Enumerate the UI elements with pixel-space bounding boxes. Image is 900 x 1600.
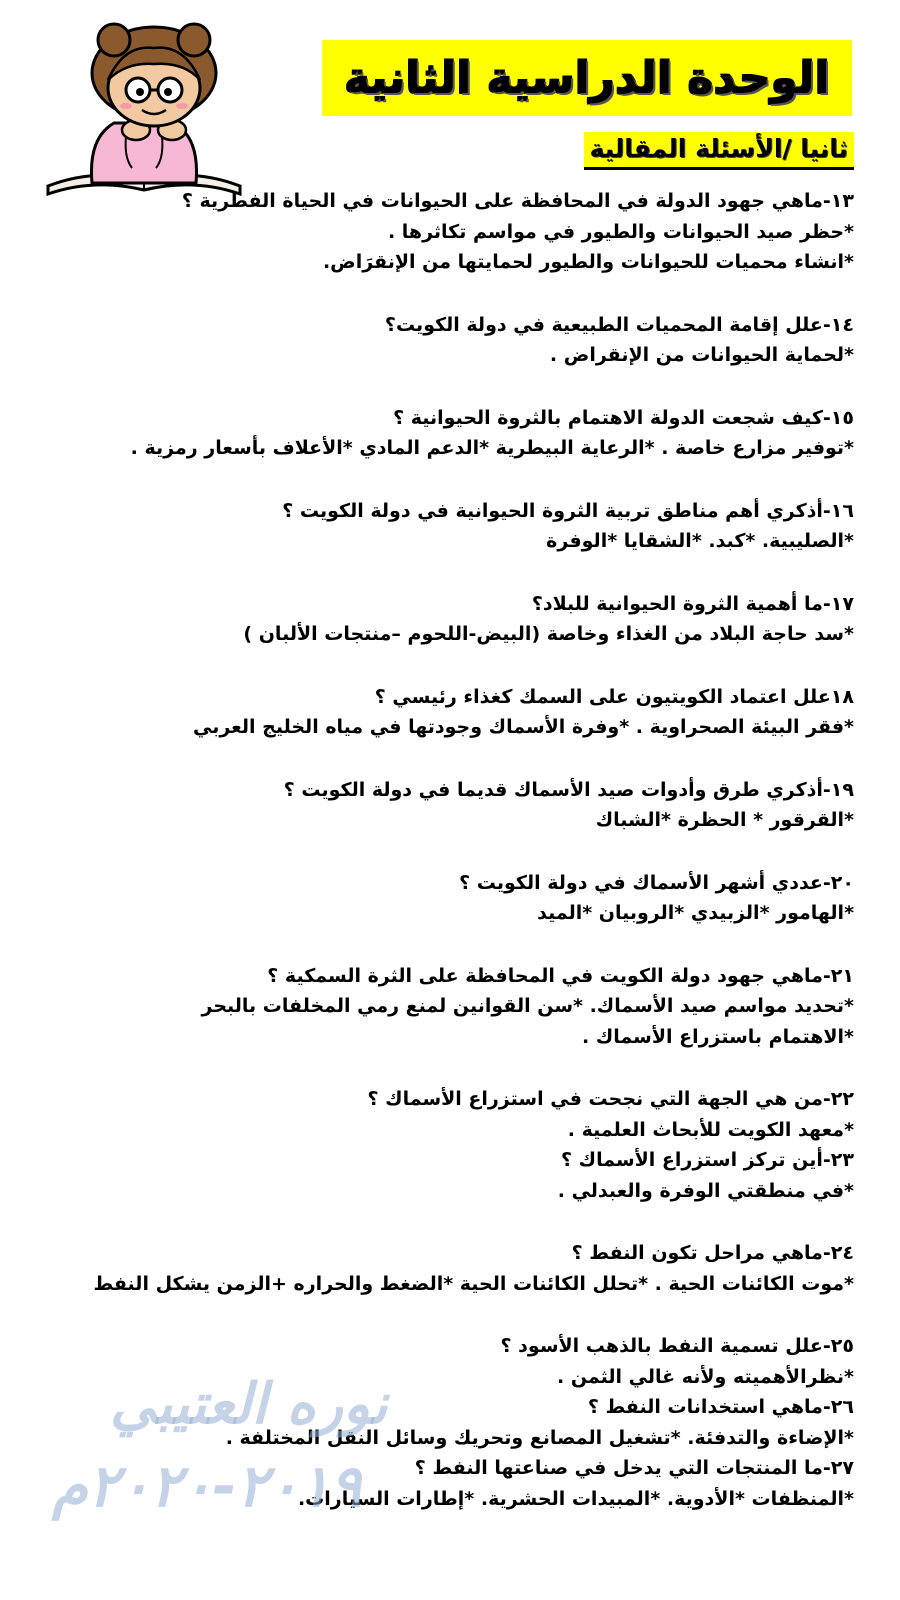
- answer-line: *توفير مزارع خاصة . *الرعاية البيطرية *الدعم المادي *الأعلاف بأسعار رمزية .: [130, 437, 854, 459]
- line-gap: [34, 929, 854, 961]
- answer-line: *في منطقتي الوفرة والعبدلي .: [557, 1179, 854, 1202]
- answer-line: *الاهتمام باستزراع الأسماك .: [582, 1025, 854, 1048]
- line-gap: [34, 836, 854, 868]
- line-gap: [34, 278, 854, 310]
- answer-line: *نظرالأهميته ولأنه غالي الثمن .: [556, 1365, 854, 1388]
- answer-line: *فقر البيئة الصحراوية . *وفرة الأسماك وجودتها في مياه الخليج العربي: [193, 716, 854, 738]
- answer-line: *سد حاجة البلاد من الغذاء وخاصة (البيض-اللحوم –منتجات الألبان ): [243, 623, 854, 645]
- page-title: الوحدة الدراسية الثانية: [344, 52, 830, 104]
- question-line: ١٨علل اعتماد الكويتيون على السمك كغذاء رئيسي ؟: [374, 685, 854, 708]
- answer-line: *الصليبية. *كبد. *الشقايا *الوفرة: [546, 530, 854, 552]
- answer-line: *موت الكائنات الحية . *تحلل الكائنات الحية *الضغط والحراره +الزمن يشكل النفط: [93, 1272, 854, 1295]
- line-gap: [34, 1299, 854, 1331]
- question-line: ١٣-ماهي جهود الدولة في المحافظة على الحيوانات في الحياة الفطرية ؟: [181, 190, 854, 212]
- watermark-author: نوره العتيبي: [110, 1372, 388, 1437]
- line-gap: [34, 1206, 854, 1238]
- line-gap: [34, 743, 854, 775]
- answer-line: *الهامور *الزبيدي *الروبيان *الميد: [537, 902, 854, 924]
- questions-list: [34, 186, 854, 1514]
- question-line: ٢٥-علل تسمية النفط بالذهب الأسود ؟: [500, 1335, 854, 1357]
- watermark-year: ٢٠١٩-٢٠٢٠م: [52, 1452, 362, 1520]
- line-gap: [34, 1052, 854, 1084]
- question-line: ٢٣-أين تركز استزراع الأسماك ؟: [561, 1149, 854, 1171]
- answer-line: *تحديد مواسم صيد الأسماك. *سن القوانين لمنع رمي المخلفات بالبحر: [201, 995, 854, 1017]
- answer-line: *القرقور * الحظرة *الشباك: [595, 809, 854, 831]
- girl-reading-icon: [44, 18, 244, 198]
- answer-line: *لحماية الحيوانات من الإنقراض .: [549, 344, 854, 366]
- question-line: ٢٢-من هي الجهة التي نجحت في استزراع الأسماك ؟: [367, 1088, 854, 1110]
- question-line: ٢٧-ما المنتجات التي يدخل في صناعتها النفط ؟: [414, 1457, 854, 1479]
- line-gap: [34, 464, 854, 496]
- answer-line: *الإضاءة والتدفئة. *تشغيل المصانع وتحريك وسائل النقل المختلفة .: [225, 1426, 854, 1449]
- line-gap: [34, 557, 854, 589]
- question-line: ٢٤-ماهي مراحل تكون النفط ؟: [571, 1242, 854, 1264]
- answer-line: *انشاء محميات للحيوانات والطيور لحمايتها من الإنقرَاض.: [322, 251, 854, 273]
- question-line: ١٧-ما أهمية الثروة الحيوانية للبلاد؟: [531, 592, 854, 615]
- answer-line: *معهد الكويت للأبحاث العلمية .: [567, 1118, 854, 1141]
- question-line: ١٩-أذكري طرق وأدوات صيد الأسماك قديما في دولة الكويت ؟: [283, 778, 854, 801]
- line-gap: [34, 650, 854, 682]
- question-line: ٢١-ماهي جهود دولة الكويت في المحافظة على الثرة السمكية ؟: [267, 964, 854, 987]
- section-subtitle: ثانيا /الأسئلة المقالية: [584, 132, 854, 170]
- answer-line: *حظر صيد الحيوانات والطيور في مواسم تكاثرها .: [387, 220, 854, 243]
- question-line: ٢٦-ماهي استخدانات النفط ؟: [587, 1396, 854, 1418]
- question-line: ١٦-أذكري أهم مناطق تربية الثروة الحيوانية في دولة الكويت ؟: [282, 499, 854, 522]
- title-banner: [322, 40, 852, 116]
- line-gap: [34, 371, 854, 403]
- question-line: ٢٠-عددي أشهر الأسماك في دولة الكويت ؟: [459, 871, 854, 894]
- answer-line: *المنظفات *الأدوية. *المبيدات الحشرية. *إطارات السيارات.: [297, 1487, 854, 1510]
- question-line: ١٥-كيف شجعت الدولة الاهتمام بالثروة الحيوانية ؟: [393, 406, 854, 429]
- question-line: ١٤-علل إقامة المحميات الطبيعية في دولة الكويت؟: [384, 313, 854, 336]
